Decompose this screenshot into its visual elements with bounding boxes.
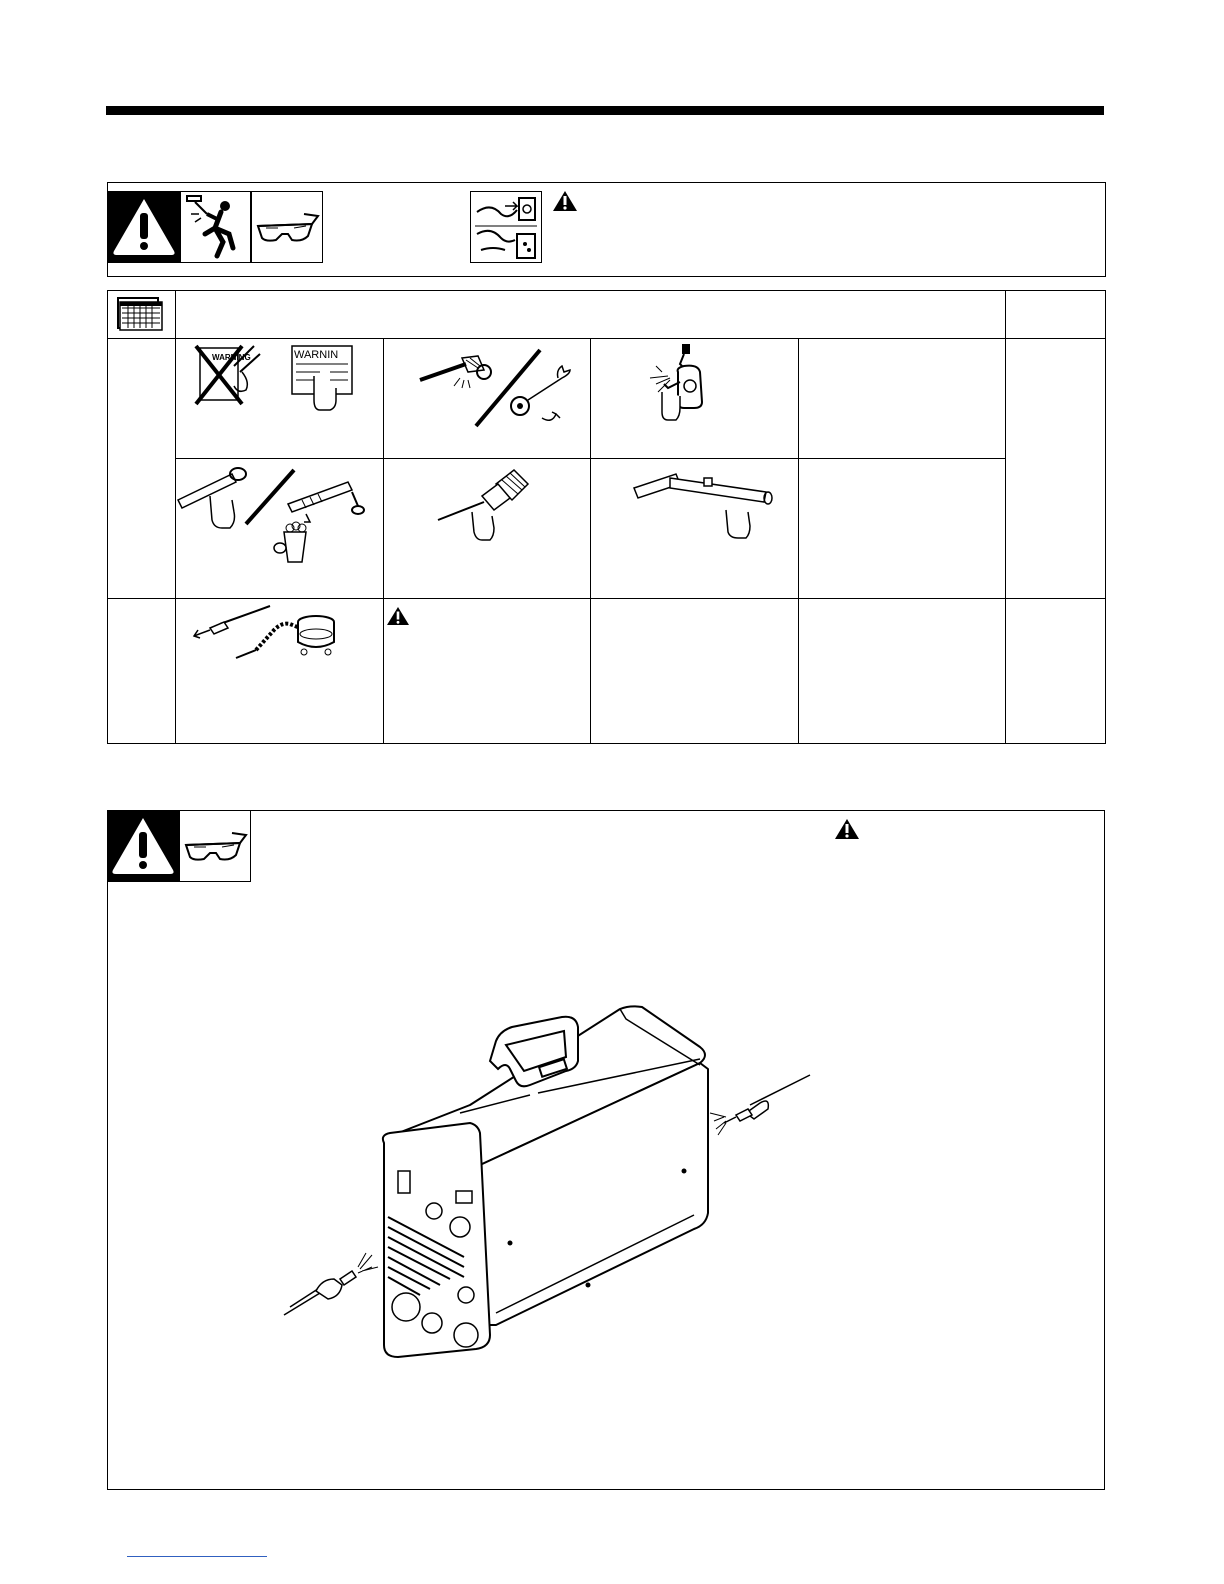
- liner-blowout-illustration: [190, 600, 350, 666]
- header-rule: [106, 106, 1104, 115]
- small-warning-triangle-icon: [386, 606, 410, 626]
- warning-sign-text: WARNIN: [294, 349, 339, 361]
- calendar-icon: [114, 294, 166, 334]
- warning-label-text: WARNING: [212, 353, 251, 362]
- small-warning-triangle-icon: [834, 818, 860, 840]
- warning-triangle-icon: [108, 191, 180, 263]
- electric-shock-icon: [180, 191, 251, 263]
- warning-label-illustration: [190, 342, 370, 414]
- disconnect-power-icon: [470, 191, 542, 263]
- drive-roll-clean-illustration: [416, 344, 576, 430]
- contact-tip-replace-illustration: [176, 462, 366, 566]
- warning-triangle-icon: [107, 810, 179, 882]
- welder-blowout-illustration: [280, 1005, 820, 1370]
- small-warning-triangle-icon: [552, 190, 578, 212]
- footer-link-underline[interactable]: [127, 1556, 267, 1557]
- gun-barrel-illustration: [630, 472, 780, 542]
- safety-glasses-icon: [251, 191, 323, 263]
- nozzle-illustration: [436, 466, 536, 546]
- spray-can-illustration: [640, 342, 730, 428]
- safety-glasses-icon: [179, 810, 251, 882]
